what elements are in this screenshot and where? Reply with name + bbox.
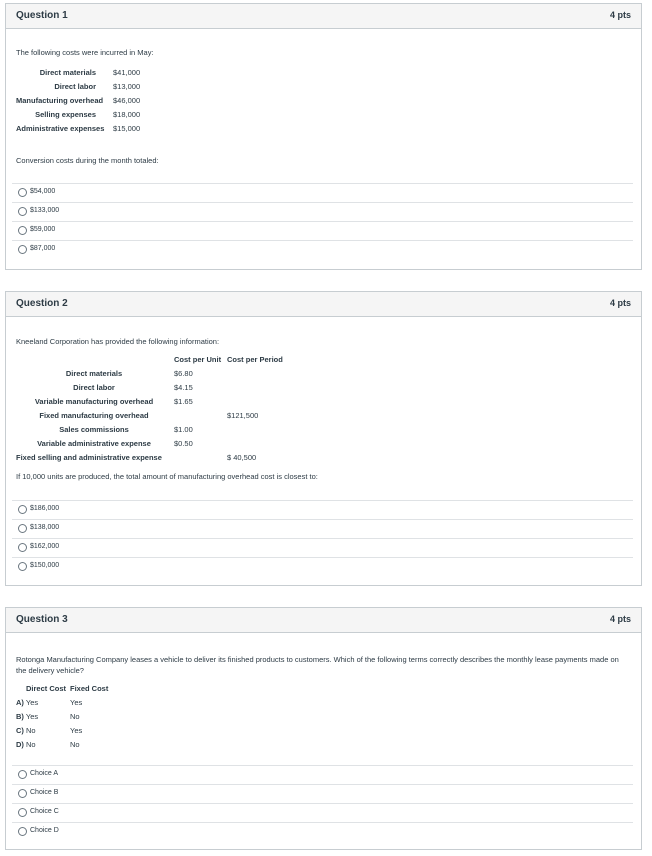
cost-value: $41,000 bbox=[113, 68, 141, 77]
answer-label: Choice B bbox=[30, 789, 59, 796]
unit-cost: $1.65 bbox=[174, 397, 193, 406]
choice-row bbox=[16, 712, 38, 721]
radio-button[interactable] bbox=[18, 562, 27, 571]
unit-cost: $6.80 bbox=[174, 369, 193, 378]
answer-label: $150,000 bbox=[30, 562, 60, 569]
unit-cost: $1.00 bbox=[174, 425, 193, 434]
column-header-direct: Direct Cost bbox=[26, 684, 67, 693]
cost-value: $18,000 bbox=[113, 110, 141, 119]
answer-label: Choice D bbox=[30, 827, 59, 834]
question-title: Question 1 bbox=[16, 10, 68, 21]
period-cost: $ 40,500 bbox=[227, 453, 257, 462]
answer-option[interactable] bbox=[12, 519, 633, 538]
question-points: 4 pts bbox=[609, 614, 631, 624]
question-points: 4 pts bbox=[609, 10, 631, 20]
answer-label: $186,000 bbox=[30, 505, 60, 512]
radio-button[interactable] bbox=[18, 524, 27, 533]
choice-key: C) bbox=[16, 726, 24, 735]
unit-cost: $4.15 bbox=[174, 383, 193, 392]
cost-label: Administrative expenses bbox=[16, 124, 105, 133]
answer-list bbox=[12, 183, 633, 259]
cost-label: Direct materials bbox=[39, 68, 96, 77]
answer-label: $54,000 bbox=[30, 188, 56, 195]
cost-label: Direct labor bbox=[54, 82, 96, 91]
direct-cost-value: Yes bbox=[25, 698, 39, 707]
column-header-period: Cost per Period bbox=[227, 355, 283, 364]
row-label: Variable manufacturing overhead bbox=[34, 397, 154, 406]
cost-value: $13,000 bbox=[113, 82, 141, 91]
radio-button[interactable] bbox=[18, 505, 27, 514]
direct-cost-value: No bbox=[26, 740, 36, 749]
row-label: Fixed selling and administrative expense bbox=[16, 453, 162, 462]
question-title: Question 2 bbox=[16, 298, 68, 309]
radio-button[interactable] bbox=[18, 770, 27, 779]
cost-value: $46,000 bbox=[113, 96, 141, 105]
fixed-cost-value: No bbox=[70, 712, 80, 721]
fixed-cost-value: Yes bbox=[70, 698, 83, 707]
radio-button[interactable] bbox=[18, 226, 27, 235]
choice-row bbox=[16, 726, 36, 735]
answer-label: $59,000 bbox=[30, 226, 56, 233]
radio-button[interactable] bbox=[18, 827, 27, 836]
question-1 bbox=[5, 3, 642, 270]
answer-option[interactable] bbox=[12, 538, 633, 557]
question-points: 4 pts bbox=[609, 298, 631, 308]
answer-option[interactable] bbox=[12, 202, 633, 221]
question-header bbox=[6, 292, 641, 317]
unit-cost: $0.50 bbox=[174, 439, 193, 448]
answer-list bbox=[12, 765, 633, 841]
radio-button[interactable] bbox=[18, 207, 27, 216]
cost-label: Selling expenses bbox=[35, 110, 96, 119]
answer-label: Choice A bbox=[30, 770, 59, 777]
question-header bbox=[6, 608, 641, 633]
answer-option[interactable] bbox=[12, 784, 633, 803]
answer-label: $162,000 bbox=[30, 543, 60, 550]
choice-key: B) bbox=[16, 712, 24, 721]
row-label: Sales commissions bbox=[59, 425, 129, 434]
cost-label: Manufacturing overhead bbox=[16, 96, 104, 105]
question-prompt: Conversion costs during the month totaled: bbox=[16, 156, 159, 165]
period-cost: $121,500 bbox=[227, 411, 259, 420]
answer-label: $138,000 bbox=[30, 524, 60, 531]
question-intro: Kneeland Corporation has provided the following information: bbox=[16, 337, 220, 346]
row-label: Direct materials bbox=[65, 369, 123, 378]
direct-cost-value: No bbox=[26, 726, 36, 735]
column-header-unit: Cost per Unit bbox=[174, 355, 222, 364]
cost-value: $15,000 bbox=[113, 124, 141, 133]
question-2 bbox=[5, 291, 642, 586]
fixed-cost-value: Yes bbox=[70, 726, 83, 735]
fixed-cost-value: No bbox=[70, 740, 80, 749]
answer-list bbox=[12, 500, 633, 576]
radio-button[interactable] bbox=[18, 188, 27, 197]
answer-option[interactable] bbox=[12, 240, 633, 259]
answer-option[interactable] bbox=[12, 765, 633, 784]
radio-button[interactable] bbox=[18, 245, 27, 254]
choice-row bbox=[16, 740, 36, 749]
answer-option[interactable] bbox=[12, 803, 633, 822]
radio-button[interactable] bbox=[18, 543, 27, 552]
choice-row bbox=[16, 698, 38, 707]
answer-option[interactable] bbox=[12, 557, 633, 576]
question-header bbox=[6, 4, 641, 29]
choice-key: D) bbox=[16, 740, 24, 749]
row-label: Fixed manufacturing overhead bbox=[39, 411, 149, 420]
row-label: Variable administrative expense bbox=[37, 439, 151, 448]
column-header-fixed: Fixed Cost bbox=[70, 684, 109, 693]
choice-key: A) bbox=[16, 698, 24, 707]
answer-option[interactable] bbox=[12, 822, 633, 841]
answer-option[interactable] bbox=[12, 183, 633, 202]
question-prompt: Rotonga Manufacturing Company leases a vehicle to deliver its finished products to customers. Which of the following terms correctly describes the monthly lease payments made on the delivery vehicle? bbox=[16, 655, 619, 675]
radio-button[interactable] bbox=[18, 789, 27, 798]
question-title: Question 3 bbox=[16, 614, 68, 625]
question-intro: The following costs were incurred in May: bbox=[16, 48, 154, 57]
row-label: Direct labor bbox=[73, 383, 115, 392]
radio-button[interactable] bbox=[18, 808, 27, 817]
direct-cost-value: Yes bbox=[25, 712, 39, 721]
question-prompt: If 10,000 units are produced, the total amount of manufacturing overhead cost is closest to: bbox=[16, 472, 318, 481]
answer-label: Choice C bbox=[30, 808, 59, 815]
answer-option[interactable] bbox=[12, 221, 633, 240]
question-3 bbox=[5, 607, 642, 850]
answer-label: $87,000 bbox=[30, 245, 56, 252]
answer-option[interactable] bbox=[12, 500, 633, 519]
answer-label: $133,000 bbox=[30, 207, 60, 214]
